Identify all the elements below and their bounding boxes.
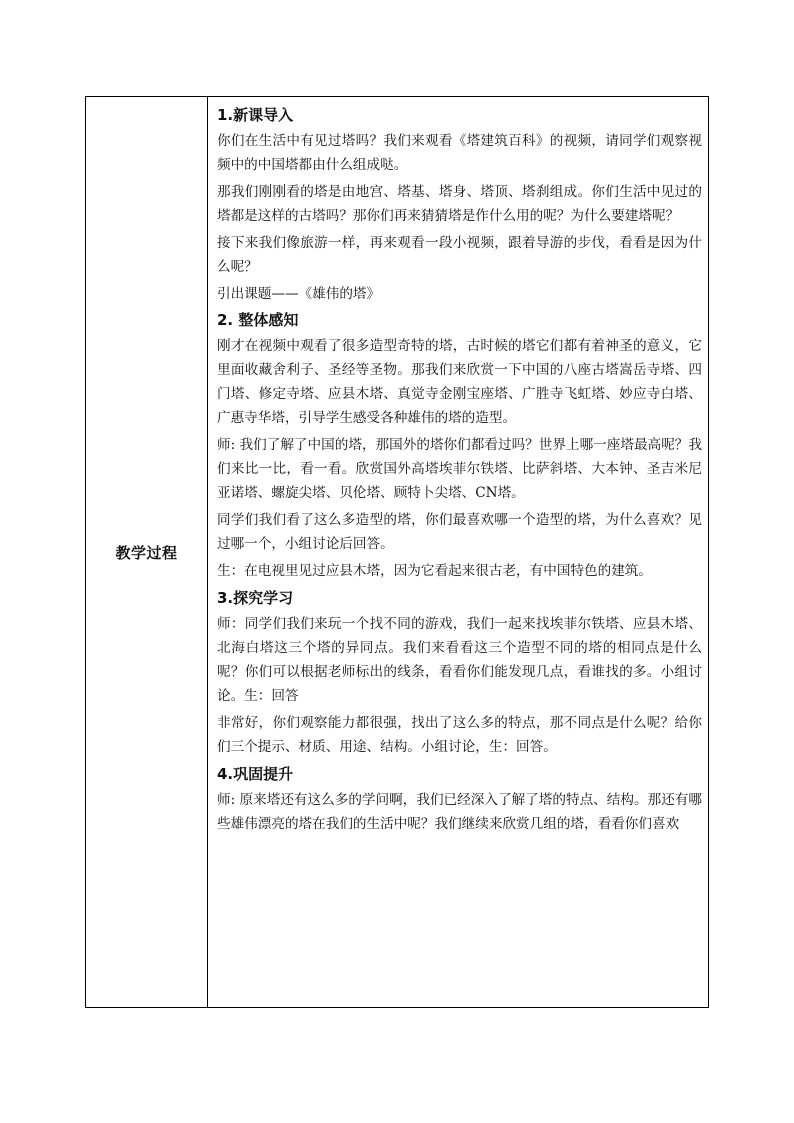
section-consolidate bbox=[217, 762, 702, 836]
paragraph: 生：在电视里见过应县木塔，因为它看起来很古老，有中国特色的建筑。 bbox=[217, 563, 652, 579]
paragraph: 非常好，你们观察能力都很强，找出了这么多的特点，那不同点是什么呢？给你们三个提示、材质、用途、结构。小组讨论，生：回答。 bbox=[217, 715, 702, 755]
section-heading: 4.巩固提升 bbox=[217, 765, 294, 783]
lesson-table bbox=[85, 96, 709, 1008]
section-heading: 3.探究学习 bbox=[217, 589, 294, 607]
paragraph: 你们在生活中有见过塔吗？我们来观看《塔建筑百科》的视频，请同学们观察视频中的中国塔都由什么组成哒。 bbox=[217, 133, 702, 173]
row-label: 教学过程 bbox=[115, 543, 178, 562]
section-heading: 1.新课导入 bbox=[217, 106, 294, 124]
paragraph: 接下来我们像旅游一样，再来观看一段小视频，跟着导游的步伐，看看是因为什么呢？ bbox=[217, 235, 702, 275]
row-label-cell bbox=[86, 97, 208, 1008]
section-new-lesson bbox=[217, 103, 702, 306]
paragraph: 同学们我们看了这么多造型的塔，你们最喜欢哪一个造型的塔，为什么喜欢？见过哪一个，小组讨论后回答。 bbox=[217, 512, 702, 552]
paragraph: 师: 原来塔还有这么多的学问啊，我们已经深入了解了塔的特点、结构。那还有哪些雄伟漂亮的塔在我们的生活中呢？我们继续来欣赏几组的塔，看看你们喜欢 bbox=[217, 792, 702, 832]
table-row bbox=[86, 97, 709, 1008]
paragraph: 师：同学们我们来玩一个找不同的游戏，我们一起来找埃菲尔铁塔、应县木塔、北海白塔这三个塔的异同点。我们来看看这三个造型不同的塔的相同点是什么呢？你们可以根据老师标出的线条，看看你们能发现几点，看谁找的多。小组讨论。生：回答 bbox=[217, 616, 702, 704]
section-heading: 2. 整体感知 bbox=[217, 311, 299, 329]
paragraph: 师: 我们了解了中国的塔，那国外的塔你们都看过吗？世界上哪一座塔最高呢？我们来比一比，看一看。欣赏国外高塔埃菲尔铁塔、比萨斜塔、大本钟、圣吉米尼亚诺塔、螺旋尖塔、贝伦塔、顾特卜尖塔、CN塔。 bbox=[217, 437, 702, 501]
content-cell bbox=[208, 97, 709, 1008]
content-body bbox=[217, 103, 702, 1007]
paragraph: 刚才在视频中观看了很多造型奇特的塔，古时候的塔它们都有着神圣的意义，它里面收藏舍利子、圣经等圣物。那我们来欣赏一下中国的八座古塔嵩岳寺塔、四门塔、修定寺塔、应县木塔、真觉寺金刚宝座塔、广胜寺飞虹塔、妙应寺白塔、广惠寺华塔，引导学生感受各种雄伟的塔的造型。 bbox=[217, 338, 702, 426]
section-explore-learning bbox=[217, 586, 702, 759]
paragraph: 那我们刚刚看的塔是由地宫、塔基、塔身、塔顶、塔刹组成。你们生活中见过的塔都是这样的古塔吗？那你们再来猜猜塔是作什么用的呢？为什么要建塔呢？ bbox=[217, 184, 702, 224]
section-overall-perception bbox=[217, 308, 702, 583]
paragraph: 引出课题——《雄伟的塔》 bbox=[217, 286, 381, 302]
